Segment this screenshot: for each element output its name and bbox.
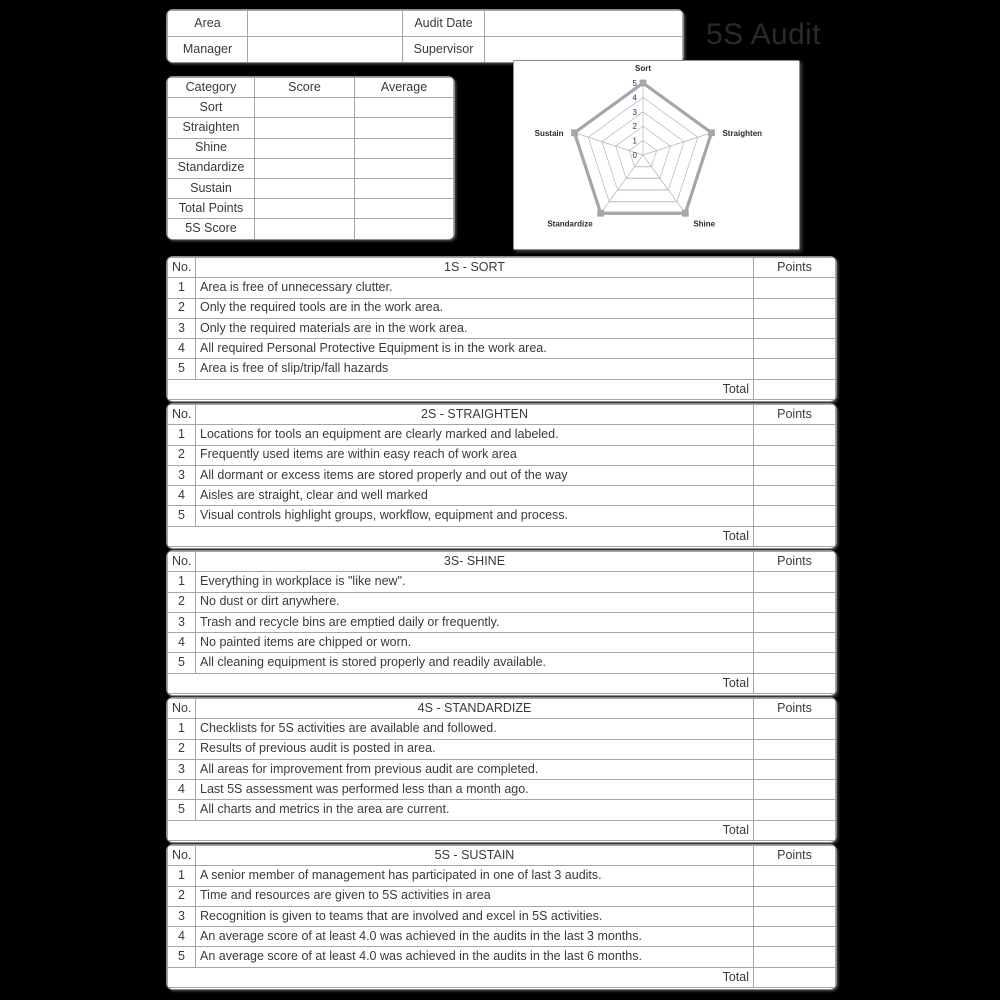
table-header-row (168, 258, 836, 278)
score-value-input[interactable] (255, 138, 355, 158)
score-category-label: Straighten (168, 118, 255, 138)
item-points-input[interactable] (754, 653, 836, 673)
table-header-row (168, 552, 836, 572)
score-category-label: Total Points (168, 199, 255, 219)
audit-date-label: Audit Date (403, 11, 485, 37)
average-value-input[interactable] (355, 199, 454, 219)
radar-tick-label: 2 (632, 122, 637, 132)
audit-date-input[interactable] (485, 11, 683, 37)
item-points-input[interactable] (754, 719, 836, 739)
supervisor-label: Supervisor (403, 37, 485, 63)
checklist-row (168, 278, 836, 298)
item-description: Aisles are straight, clear and well marked (196, 486, 754, 506)
item-number: 5 (168, 653, 196, 673)
page-title: 5S Audit (706, 18, 821, 51)
total-points-input[interactable] (754, 379, 836, 399)
radar-category-label: Straighten (722, 128, 763, 138)
score-category-label: Shine (168, 138, 255, 158)
checklist-row (168, 633, 836, 653)
item-number: 3 (168, 906, 196, 926)
item-description: All areas for improvement from previous audit are completed. (196, 759, 754, 779)
item-number: 4 (168, 927, 196, 947)
checklist-section (166, 256, 837, 402)
checklist-section (166, 550, 837, 696)
item-points-input[interactable] (754, 298, 836, 318)
item-points-input[interactable] (754, 612, 836, 632)
manager-input[interactable] (248, 37, 403, 63)
score-value-input[interactable] (255, 98, 355, 118)
checklist-row (168, 719, 836, 739)
item-number: 1 (168, 719, 196, 739)
checklist-table (167, 845, 836, 988)
item-points-input[interactable] (754, 278, 836, 298)
radar-horizontal-gridlines (601, 167, 686, 214)
score-value-input[interactable] (255, 219, 355, 239)
item-number: 1 (168, 572, 196, 592)
checklist-row (168, 866, 836, 886)
table-row (168, 11, 683, 37)
item-number: 1 (168, 866, 196, 886)
item-description: Only the required tools are in the work area. (196, 298, 754, 318)
item-description: An average score of at least 4.0 was achieved in the audits in the last 6 months. (196, 947, 754, 967)
score-value-input[interactable] (255, 118, 355, 138)
column-header-points: Points (754, 258, 836, 278)
score-value-input[interactable] (255, 178, 355, 198)
radar-data-point (597, 210, 604, 217)
checklist-table (167, 257, 836, 400)
total-row (168, 673, 836, 693)
item-description: All charts and metrics in the area are current. (196, 800, 754, 820)
average-value-input[interactable] (355, 178, 454, 198)
radar-data-point (640, 80, 647, 87)
table-row (168, 37, 683, 63)
total-points-input[interactable] (754, 820, 836, 840)
checklist-row (168, 906, 836, 926)
column-header-no: No. (168, 258, 196, 278)
item-description: Locations for tools an equipment are clearly marked and labeled. (196, 425, 754, 445)
checklist-row (168, 465, 836, 485)
item-description: Area is free of unnecessary clutter. (196, 278, 754, 298)
item-number: 3 (168, 759, 196, 779)
total-row (168, 967, 836, 987)
score-category-label: Standardize (168, 158, 255, 178)
radar-chart (514, 61, 799, 249)
radar-axis-spoke (643, 155, 685, 213)
header-info-table (167, 10, 683, 63)
score-col-header: Category (168, 78, 255, 98)
checklist-row (168, 927, 836, 947)
item-number: 2 (168, 298, 196, 318)
item-number: 2 (168, 886, 196, 906)
total-points-input[interactable] (754, 673, 836, 693)
total-label: Total (168, 673, 754, 693)
item-points-input[interactable] (754, 506, 836, 526)
item-description: Area is free of slip/trip/fall hazards (196, 359, 754, 379)
item-description: Last 5S assessment was performed less than a month ago. (196, 780, 754, 800)
checklist-row (168, 612, 836, 632)
item-description: Time and resources are given to 5S activities in area (196, 886, 754, 906)
section-heading: 1S - SORT (196, 258, 754, 278)
checklist-row (168, 506, 836, 526)
table-row (168, 199, 454, 219)
radar-tick-label: 0 (632, 151, 637, 160)
section-heading: 4S - STANDARDIZE (196, 699, 754, 719)
total-label: Total (168, 526, 754, 546)
column-header-no: No. (168, 846, 196, 866)
item-number: 2 (168, 445, 196, 465)
table-row (168, 138, 454, 158)
checklist-row (168, 445, 836, 465)
radar-category-label: Standardize (547, 219, 593, 229)
item-points-input[interactable] (754, 465, 836, 485)
column-header-no: No. (168, 699, 196, 719)
radar-tick-label: 4 (632, 93, 637, 103)
item-points-input[interactable] (754, 339, 836, 359)
average-value-input[interactable] (355, 158, 454, 178)
item-number: 2 (168, 592, 196, 612)
checklist-section (166, 844, 837, 990)
column-header-points: Points (754, 405, 836, 425)
checklist-row (168, 739, 836, 759)
item-description: Only the required materials are in the work area. (196, 318, 754, 338)
table-row (168, 219, 454, 239)
score-col-header: Average (355, 78, 454, 98)
item-description: An average score of at least 4.0 was achieved in the audits in the last 3 months. (196, 927, 754, 947)
manager-label: Manager (168, 37, 248, 63)
table-header-row (168, 846, 836, 866)
total-points-input[interactable] (754, 526, 836, 546)
radar-chart-panel (513, 60, 800, 250)
item-description: No painted items are chipped or worn. (196, 633, 754, 653)
checklist-section (166, 697, 837, 843)
checklist-table (167, 698, 836, 841)
total-row (168, 526, 836, 546)
score-value-input[interactable] (255, 199, 355, 219)
item-number: 4 (168, 780, 196, 800)
checklist-row (168, 318, 836, 338)
score-value-input[interactable] (255, 158, 355, 178)
item-points-input[interactable] (754, 572, 836, 592)
table-row (168, 98, 454, 118)
item-description: Everything in workplace is "like new". (196, 572, 754, 592)
item-number: 3 (168, 465, 196, 485)
checklist-row (168, 425, 836, 445)
item-number: 5 (168, 947, 196, 967)
checklist-row (168, 359, 836, 379)
item-points-input[interactable] (754, 633, 836, 653)
table-row (168, 158, 454, 178)
area-label: Area (168, 11, 248, 37)
item-description: Results of previous audit is posted in area. (196, 739, 754, 759)
radar-data-point (708, 129, 715, 136)
checklist-row (168, 800, 836, 820)
item-number: 2 (168, 739, 196, 759)
item-number: 3 (168, 612, 196, 632)
radar-category-label: Shine (693, 219, 716, 229)
section-heading: 3S- SHINE (196, 552, 754, 572)
table-row (168, 178, 454, 198)
column-header-points: Points (754, 846, 836, 866)
total-row (168, 820, 836, 840)
average-value-input[interactable] (355, 118, 454, 138)
item-points-input[interactable] (754, 359, 836, 379)
total-label: Total (168, 820, 754, 840)
score-col-header: Score (255, 78, 355, 98)
checklist-row (168, 653, 836, 673)
total-points-input[interactable] (754, 967, 836, 987)
item-number: 4 (168, 486, 196, 506)
checklist-row (168, 298, 836, 318)
average-value-input[interactable] (355, 219, 454, 239)
item-description: All cleaning equipment is stored properly and readily available. (196, 653, 754, 673)
radar-tick-label: 1 (632, 136, 637, 146)
item-number: 1 (168, 278, 196, 298)
item-number: 4 (168, 633, 196, 653)
radar-tick-label: 3 (632, 107, 637, 117)
radar-axis-spoke (643, 133, 711, 155)
checklist-row (168, 947, 836, 967)
section-heading: 2S - STRAIGHTEN (196, 405, 754, 425)
checklist-section (166, 403, 837, 549)
item-description: Frequently used items are within easy reach of work area (196, 445, 754, 465)
item-number: 5 (168, 506, 196, 526)
score-category-label: 5S Score (168, 219, 255, 239)
score-category-label: Sustain (168, 178, 255, 198)
item-points-input[interactable] (754, 866, 836, 886)
radar-category-label: Sustain (534, 128, 564, 138)
average-value-input[interactable] (355, 138, 454, 158)
audit-header-form (166, 9, 684, 63)
item-description: Recognition is given to teams that are involved and excel in 5S activities. (196, 906, 754, 926)
item-points-input[interactable] (754, 445, 836, 465)
column-header-points: Points (754, 552, 836, 572)
item-points-input[interactable] (754, 927, 836, 947)
item-points-input[interactable] (754, 486, 836, 506)
item-description: Visual controls highlight groups, workflow, equipment and process. (196, 506, 754, 526)
checklist-row (168, 592, 836, 612)
item-points-input[interactable] (754, 425, 836, 445)
checklist-row (168, 572, 836, 592)
item-description: All dormant or excess items are stored properly and out of the way (196, 465, 754, 485)
radar-axis-spoke (601, 155, 643, 213)
item-description: A senior member of management has participated in one of last 3 audits. (196, 866, 754, 886)
checklist-row (168, 759, 836, 779)
area-input[interactable] (248, 11, 403, 37)
item-number: 1 (168, 425, 196, 445)
item-description: No dust or dirt anywhere. (196, 592, 754, 612)
score-summary-table (166, 76, 455, 240)
section-heading: 5S - SUSTAIN (196, 846, 754, 866)
checklist-row (168, 886, 836, 906)
item-points-input[interactable] (754, 592, 836, 612)
table-header-row (168, 699, 836, 719)
checklist-table (167, 551, 836, 694)
item-description: All required Personal Protective Equipment is in the work area. (196, 339, 754, 359)
item-points-input[interactable] (754, 886, 836, 906)
item-number: 5 (168, 359, 196, 379)
item-points-input[interactable] (754, 780, 836, 800)
item-points-input[interactable] (754, 906, 836, 926)
column-header-points: Points (754, 699, 836, 719)
column-header-no: No. (168, 552, 196, 572)
item-number: 4 (168, 339, 196, 359)
radar-tick-label: 5 (632, 79, 637, 88)
checklist-row (168, 780, 836, 800)
supervisor-input[interactable] (485, 37, 683, 63)
score-table-grid (167, 77, 454, 240)
total-label: Total (168, 379, 754, 399)
table-header-row (168, 405, 836, 425)
table-header-row (168, 78, 454, 98)
checklist-row (168, 339, 836, 359)
item-description: Checklists for 5S activities are available and followed. (196, 719, 754, 739)
item-points-input[interactable] (754, 739, 836, 759)
item-number: 5 (168, 800, 196, 820)
item-points-input[interactable] (754, 800, 836, 820)
score-category-label: Sort (168, 98, 255, 118)
total-label: Total (168, 967, 754, 987)
item-description: Trash and recycle bins are emptied daily or frequently. (196, 612, 754, 632)
item-number: 3 (168, 318, 196, 338)
radar-data-point (682, 210, 689, 217)
radar-data-point (571, 129, 578, 136)
checklist-row (168, 486, 836, 506)
item-points-input[interactable] (754, 947, 836, 967)
column-header-no: No. (168, 405, 196, 425)
radar-category-label: Sort (635, 64, 651, 73)
item-points-input[interactable] (754, 318, 836, 338)
checklist-table (167, 404, 836, 547)
average-value-input[interactable] (355, 98, 454, 118)
item-points-input[interactable] (754, 759, 836, 779)
table-row (168, 118, 454, 138)
total-row (168, 379, 836, 399)
